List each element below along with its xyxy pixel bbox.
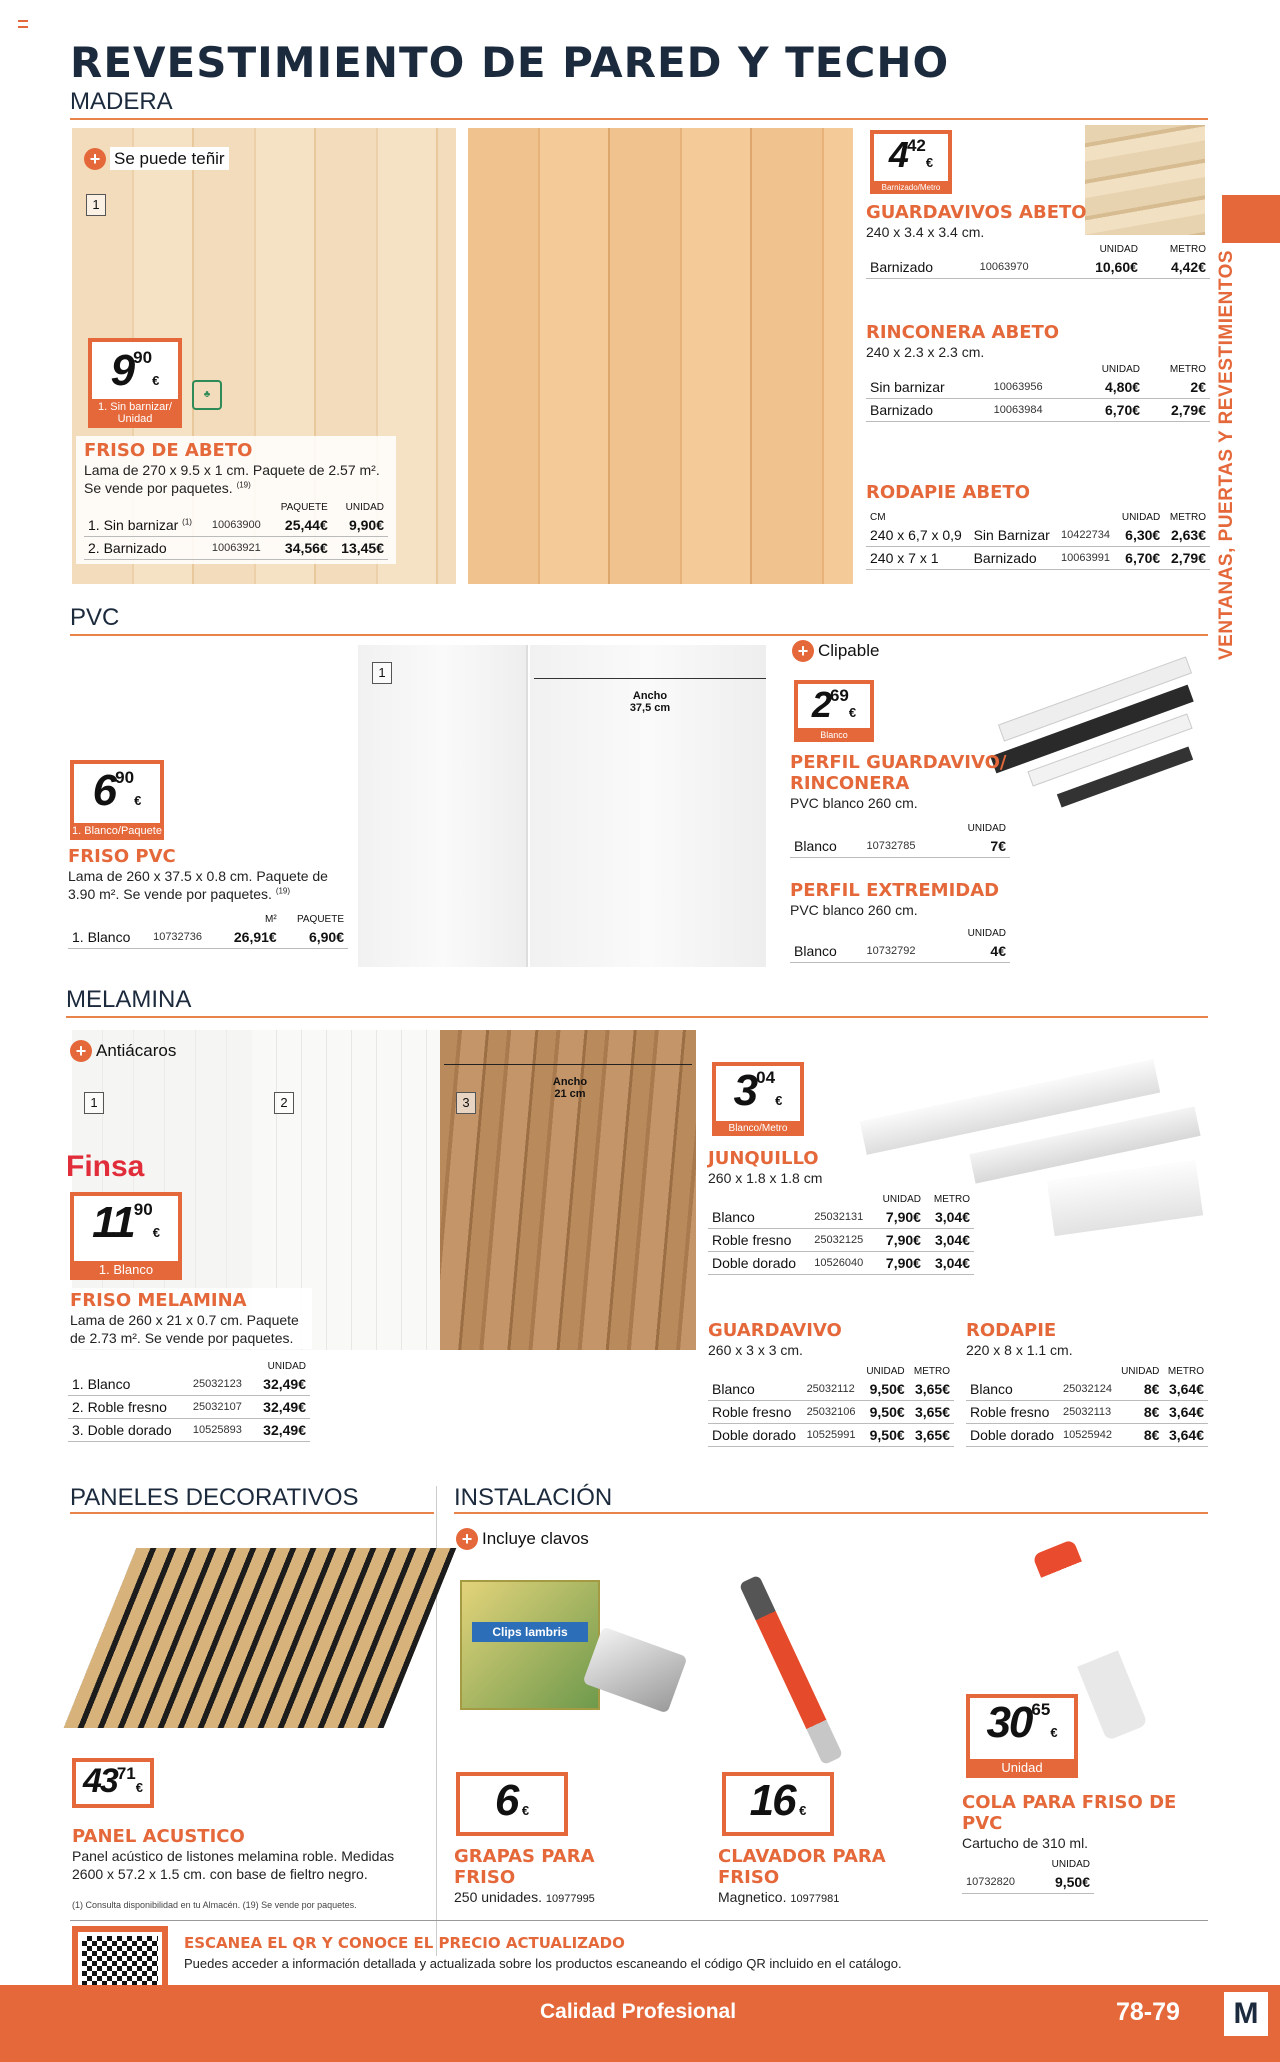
table-row: Blanco 25032124 8€ 3,64€ [966, 1378, 1208, 1401]
divider [70, 1512, 434, 1514]
table-row: Roble fresno 25032106 9,50€ 3,65€ [708, 1401, 954, 1424]
page-numbers: 78-79 [1116, 1998, 1180, 2026]
table-row: Blanco 10732785 7€ [790, 835, 1010, 858]
plus-icon: + [456, 1528, 478, 1550]
section-paneles: PANELES DECORATIVOS [70, 1484, 359, 1511]
width-label: Ancho 37,5 cm [629, 690, 671, 714]
table-row: Doble dorado 10526040 7,90€ 3,04€ [708, 1252, 974, 1275]
side-label: VENTANAS, PUERTAS Y REVESTIMIENTOS [1216, 249, 1237, 660]
side-tab [1222, 195, 1280, 243]
image-number: 1 [84, 1092, 104, 1114]
extremidad-info: PERFIL EXTREMIDAD PVC blanco 260 cm. UNIDAD Blanco 10732792 4€ [790, 880, 1010, 963]
price-badge: 3065€ Unidad [966, 1694, 1078, 1778]
image-number: 1 [372, 662, 392, 684]
pine-varnished-image [468, 128, 853, 584]
price-badge: 16 € [722, 1772, 834, 1836]
price-badge: 690€ 1. Blanco/Paquete [70, 760, 164, 840]
price-badge: 4371€ [72, 1758, 154, 1808]
price-badge: 990€ 1. Sin barnizar/ Unidad [88, 338, 182, 428]
footnote: (1) Consulta disponibilidad en tu Almacén. (19) Se vende por paquetes. [72, 1900, 357, 1910]
clips-box-image: Clips lambris [460, 1580, 600, 1710]
divider [454, 1512, 1208, 1514]
plus-icon: + [792, 640, 814, 662]
table-row: 1. Sin barnizar $^{(1)}$ 10063900 25,44€ 9,90€ [84, 514, 388, 537]
qr-desc: Puedes acceder a información detallada y actualizada sobre los productos escaneando el código QR incluido en el catálogo. [184, 1956, 902, 1971]
divider [66, 1016, 1208, 1018]
table-row: Blanco 25032112 9,50€ 3,65€ [708, 1378, 954, 1401]
table-row: Blanco 10732792 4€ [790, 940, 1010, 963]
width-label: Ancho 21 cm [552, 1076, 588, 1100]
pvc-profile-image [985, 650, 1205, 800]
menu-icon[interactable] [18, 20, 28, 28]
plus-icon: + [70, 1040, 92, 1062]
table-row: Barnizado 10063970 10,60€ 4,42€ [866, 256, 1210, 279]
image-number: 1 [86, 194, 106, 216]
section-melamina: MELAMINA [66, 986, 192, 1013]
divider [70, 634, 1208, 636]
image-number: 2 [274, 1092, 294, 1114]
panel-acustico-info: PANEL ACUSTICO Panel acústico de listones melamina roble. Medidas 2600 x 57.2 x 1.5 cm. con base de fieltro negro. [72, 1826, 395, 1883]
finsa-logo: Finsa [66, 1150, 145, 1183]
pvc-panel-image [358, 645, 528, 967]
table-row: Roble fresno 25032113 8€ 3,64€ [966, 1401, 1208, 1424]
table-row: 240 x 7 x 1 Barnizado 10063991 6,70€ 2,79€ [866, 547, 1210, 570]
table-row: 3. Doble dorado 10525893 32,49€ [68, 1419, 310, 1442]
table-row: 10732820 9,50€ [962, 1871, 1094, 1894]
rinconera-info: RINCONERA ABETO 240 x 2.3 x 2.3 cm. UNIDAD METRO Sin barnizar 10063956 4,80€ 2€ Barnizado 10063984 6,70€ 2,79€ [866, 322, 1210, 422]
width-arrow [444, 1064, 692, 1065]
width-arrow [534, 678, 766, 679]
price-badge: 442€ Barnizado/Metro [870, 130, 952, 194]
clavador-info: CLAVADOR PARA FRISO Magnetico. 10977981 [718, 1846, 886, 1905]
cola-info: COLA PARA FRISO DE PVC Cartucho de 310 ml. UNIDAD 10732820 9,50€ [962, 1792, 1208, 1894]
friso-abeto-info: FRISO DE ABETO Lama de 270 x 9.5 x 1 cm. Paquete de 2.57 m². Se vende por paquetes. $^{(19)}$ PAQUETE UNIDAD 1. Sin barnizar $^{(1)}$ 10063900 25,44€ 9,90€ 2. Barnizado 10063921 34,56€ 13,45€ [76, 436, 396, 564]
tag-clipable: + Clipable [792, 640, 879, 662]
rodapie-abeto-info: RODAPIE ABETO CM UNIDAD METRO 240 x 6,7 x 0,9 Sin Barnizar 10422734 6,30€ 2,63€ 240 x 7 x 1 Barnizado 10063991 6,70€ 2,79€ [866, 482, 1210, 570]
table-row: Doble dorado 10525942 8€ 3,64€ [966, 1424, 1208, 1447]
friso-pvc-info: FRISO PVC Lama de 260 x 37.5 x 0.8 cm. Paquete de 3.90 m². Se vende por paquetes. $^{(19)}$ M² PAQUETE 1. Blanco 10732736 26,91€ 6,90€ [68, 846, 348, 949]
rodapie-info: RODAPIE 220 x 8 x 1.1 cm. UNIDAD METRO Blanco 25032124 8€ 3,64€ Roble fresno 25032113 8€ 3,64€ Doble dorado 10525942 8€ 3,64€ [966, 1320, 1208, 1447]
image-number: 3 [456, 1092, 476, 1114]
qr-title: ESCANEA EL QR Y CONOCE EL PRECIO ACTUALIZADO [184, 1934, 625, 1952]
price-badge: 304€ Blanco/Metro [712, 1062, 804, 1136]
table-row: Blanco 25032131 7,90€ 3,04€ [708, 1206, 974, 1229]
tag-teñir: + Se puede teñir [84, 148, 229, 170]
table-row: 1. Blanco 10732736 26,91€ 6,90€ [68, 926, 348, 949]
table-row: Barnizado 10063984 6,70€ 2,79€ [866, 399, 1210, 422]
friso-melamina-table: UNIDAD 1. Blanco 25032123 32,49€ 2. Roble fresno 25032107 32,49€ 3. Doble dorado 10525893 32,49€ [68, 1360, 310, 1442]
table-row: Roble fresno 25032125 7,90€ 3,04€ [708, 1229, 974, 1252]
guardavivo-info: GUARDAVIVO 260 x 3 x 3 cm. UNIDAD METRO Blanco 25032112 9,50€ 3,65€ Roble fresno 25032106 9,50€ 3,65€ Doble dorado 10525991 9,50€ 3,65€ [708, 1320, 954, 1447]
tag-clavos: + Incluye clavos [456, 1528, 589, 1550]
perfil-info: PERFIL GUARDAVIVO/ RINCONERA PVC blanco 260 cm. UNIDAD Blanco 10732785 7€ [790, 752, 1010, 858]
footer-slogan: Calidad Profesional [540, 2000, 737, 2023]
plus-icon: + [84, 148, 106, 170]
table-row: 1. Blanco 25032123 32,49€ [68, 1373, 310, 1396]
price-badge: 1190€ 1. Blanco [70, 1192, 182, 1280]
table-row: Sin barnizar 10063956 4,80€ 2€ [866, 376, 1210, 399]
divider [70, 1920, 1208, 1921]
page-title: REVESTIMIENTO DE PARED Y TECHO [70, 38, 950, 87]
guardavivos-info: GUARDAVIVOS ABETO 240 x 3.4 x 3.4 cm. UNIDAD METRO Barnizado 10063970 10,60€ 4,42€ [866, 202, 1210, 279]
friso-melamina-info: FRISO MELAMINA Lama de 260 x 21 x 0.7 cm. Paquete de 2.73 m². Se vende por paquetes. [66, 1288, 312, 1349]
pefc-icon: ♣ [192, 380, 222, 410]
table-row: Doble dorado 10525991 9,50€ 3,65€ [708, 1424, 954, 1447]
section-instalacion: INSTALACIÓN [454, 1484, 613, 1511]
tag-antiacaros: + Antiácaros [70, 1040, 176, 1062]
section-madera: MADERA [70, 88, 173, 115]
section-pvc: PVC [70, 604, 120, 631]
table-row: 2. Barnizado 10063921 34,56€ 13,45€ [84, 537, 388, 560]
table-row: 240 x 6,7 x 0,9 Sin Barnizar 10422734 6,30€ 2,63€ [866, 524, 1210, 547]
brand-logo[interactable]: M [1224, 1992, 1268, 2036]
price-badge: 6 € [456, 1772, 568, 1836]
divider [70, 118, 1208, 120]
junquillo-info: JUNQUILLO 260 x 1.8 x 1.8 cm UNIDAD METRO Blanco 25032131 7,90€ 3,04€ Roble fresno 25032125 7,90€ 3,04€ Doble dorado 10526040 7,90€ 3,04€ [708, 1148, 974, 1275]
acoustic-panel-image [64, 1548, 457, 1728]
nail-setter-image [739, 1575, 843, 1766]
friso-abeto-table: PAQUETE UNIDAD 1. Sin barnizar $^{(1)}$ 10063900 25,44€ 9,90€ 2. Barnizado 10063921 34,56€ 13,45€ [84, 501, 388, 560]
price-badge: 269€ Blanco [794, 680, 874, 742]
grapas-info: GRAPAS PARA FRISO 250 unidades. 10977995 [454, 1846, 595, 1905]
table-row: 2. Roble fresno 25032107 32,49€ [68, 1396, 310, 1419]
